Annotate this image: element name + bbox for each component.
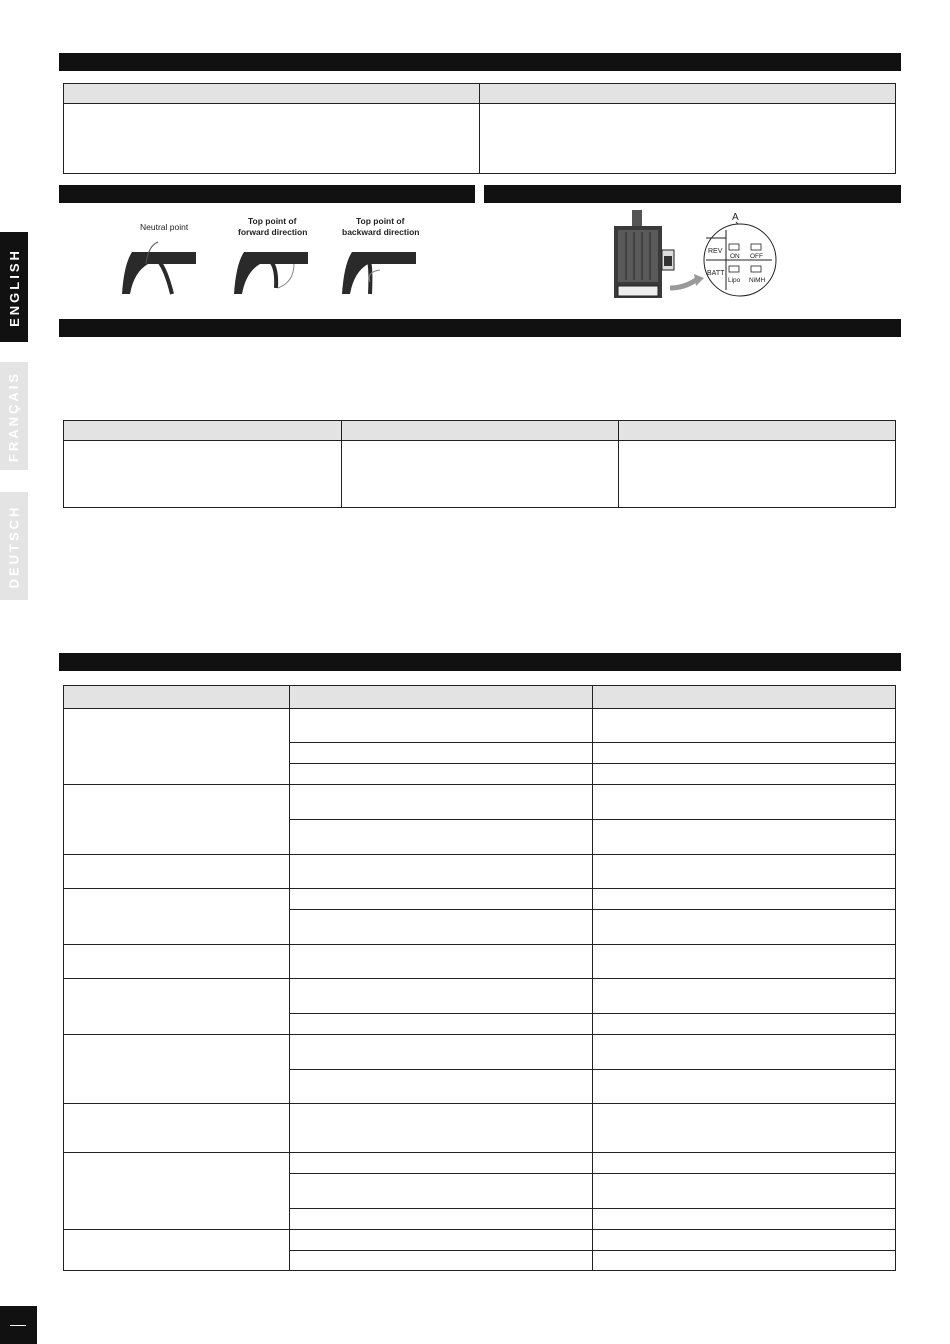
table-row xyxy=(64,979,896,1014)
section-header-bar-3 xyxy=(59,319,901,337)
table-cell xyxy=(290,1153,593,1174)
table-row xyxy=(64,441,896,508)
table-cell xyxy=(290,1104,593,1153)
rev-off-label: OFF xyxy=(750,253,763,260)
table-cell xyxy=(290,785,593,820)
neutral-point-label: Neutral point xyxy=(140,222,189,232)
tab-english[interactable] xyxy=(0,232,28,342)
table-cell xyxy=(290,1230,593,1251)
table-cell xyxy=(64,889,290,945)
batt-lipo-label: Lipo xyxy=(728,277,741,284)
table-cell xyxy=(290,1174,593,1209)
table-header-cell xyxy=(342,421,619,441)
table-row xyxy=(64,1230,896,1251)
table-cell xyxy=(593,1070,896,1104)
table-cell xyxy=(290,1014,593,1035)
table-cell xyxy=(593,1035,896,1070)
batt-label: BATT xyxy=(707,270,725,277)
table-cell xyxy=(290,979,593,1014)
table-row xyxy=(64,855,896,889)
table-row xyxy=(64,709,896,743)
trigger-backward xyxy=(342,216,419,294)
forward-label-line1: Top point of xyxy=(248,216,297,226)
table-cell xyxy=(290,1209,593,1230)
table-cell xyxy=(480,104,896,174)
section-header-bar-1 xyxy=(59,53,901,71)
table-cell xyxy=(593,979,896,1014)
tab-deutsch[interactable] xyxy=(0,492,28,600)
table-cell xyxy=(593,1230,896,1251)
table-cell xyxy=(593,820,896,855)
table-cell xyxy=(593,889,896,910)
forward-label-line2: forward direction xyxy=(238,227,308,237)
table-cell xyxy=(593,1153,896,1174)
table-cell xyxy=(593,785,896,820)
table-header-cell xyxy=(290,686,593,709)
table-row xyxy=(64,1035,896,1070)
table-cell xyxy=(290,910,593,945)
table-header-cell xyxy=(480,84,896,104)
table-cell xyxy=(290,820,593,855)
table-row xyxy=(64,1153,896,1174)
table-cell xyxy=(290,764,593,785)
table-cell xyxy=(64,979,290,1035)
tab-francais[interactable] xyxy=(0,362,28,470)
table-cell xyxy=(64,785,290,855)
backward-label-line1: Top point of xyxy=(356,216,405,226)
table-row xyxy=(64,104,896,174)
table-header-cell xyxy=(64,421,342,441)
table-cell xyxy=(593,945,896,979)
table-cell xyxy=(290,889,593,910)
table-cell xyxy=(290,855,593,889)
table-cell xyxy=(593,709,896,743)
table-cell xyxy=(593,1174,896,1209)
table-cell xyxy=(593,910,896,945)
table-cell xyxy=(290,709,593,743)
esc-jumper-figure xyxy=(608,208,788,302)
table-cell xyxy=(64,1230,290,1271)
table-cell xyxy=(619,441,896,508)
table-1-header-row xyxy=(64,84,896,104)
callout-letter: A xyxy=(732,212,739,223)
table-2 xyxy=(63,420,896,508)
table-cell xyxy=(593,764,896,785)
table-cell xyxy=(64,945,290,979)
section-header-bar-4 xyxy=(59,653,901,671)
trigger-forward xyxy=(234,216,308,294)
table-row xyxy=(64,889,896,910)
section-header-bar-2-right xyxy=(484,185,901,203)
table-cell xyxy=(593,743,896,764)
table-header-cell xyxy=(619,421,896,441)
table-row xyxy=(64,1104,896,1153)
table-cell xyxy=(290,1035,593,1070)
table-cell xyxy=(290,743,593,764)
table-cell xyxy=(64,855,290,889)
table-3-header-row xyxy=(64,686,896,709)
table-cell xyxy=(64,104,480,174)
table-2-header-row xyxy=(64,421,896,441)
table-cell xyxy=(290,1070,593,1104)
table-header-cell xyxy=(593,686,896,709)
tab-deutsch-label: DEUTSCH xyxy=(6,504,22,588)
tab-francais-label: FRANÇAIS xyxy=(6,370,22,462)
table-cell xyxy=(290,1251,593,1271)
table-cell xyxy=(290,945,593,979)
table-cell xyxy=(593,1104,896,1153)
table-cell xyxy=(342,441,619,508)
table-cell xyxy=(64,1035,290,1104)
table-row xyxy=(64,945,896,979)
section-header-bar-2-left xyxy=(59,185,475,203)
rev-label: REV xyxy=(708,248,723,255)
table-cell xyxy=(64,1153,290,1230)
table-cell xyxy=(593,855,896,889)
table-header-cell xyxy=(64,686,290,709)
pointer-arrow-icon xyxy=(670,280,696,288)
trigger-neutral xyxy=(122,222,196,294)
tab-english-label: ENGLISH xyxy=(6,247,22,327)
table-1 xyxy=(63,83,896,174)
throttle-positions-figure xyxy=(112,212,432,298)
table-header-cell xyxy=(64,84,480,104)
batt-nimh-label: NiMH xyxy=(749,277,766,284)
table-3 xyxy=(63,685,896,1271)
table-cell xyxy=(593,1014,896,1035)
table-cell xyxy=(64,709,290,785)
table-row xyxy=(64,785,896,820)
table-cell xyxy=(593,1209,896,1230)
esc-antenna xyxy=(632,210,642,226)
page-marker xyxy=(10,1325,26,1326)
backward-label-line2: backward direction xyxy=(342,227,420,237)
table-cell xyxy=(593,1251,896,1271)
table-cell xyxy=(64,1104,290,1153)
table-cell xyxy=(64,441,342,508)
rev-on-label: ON xyxy=(730,253,740,260)
page-number-box xyxy=(0,1306,37,1344)
